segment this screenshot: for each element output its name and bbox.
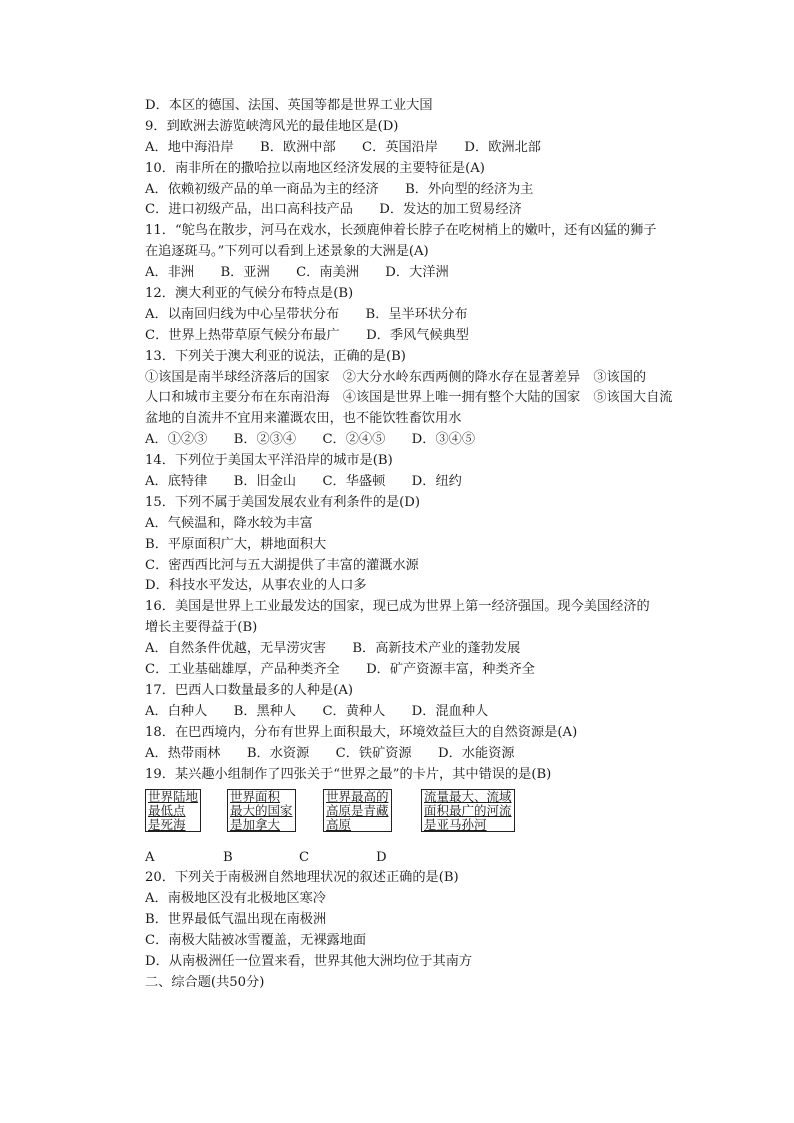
text-line: 15．下列不属于美国发展农业有利条件的是(D) bbox=[145, 494, 421, 510]
text-line: B．世界最低气温出现在南极洲 bbox=[145, 912, 327, 928]
text-line: 盆地的自流井不宜用来灌溉农田，也不能饮牲畜饮用水 bbox=[145, 411, 462, 427]
cards-row bbox=[145, 785, 655, 847]
card-d-line-1: 流量最大、流域 bbox=[424, 789, 512, 805]
text-line: 19．某兴趣小组制作了四张关于“世界之最”的卡片，其中错误的是(B) bbox=[145, 766, 552, 782]
text-line: D．从南极洲任一位置来看，世界其他大洲均位于其南方 bbox=[145, 953, 473, 969]
card-b bbox=[227, 789, 296, 832]
text-line: C．进口初级产品，出口高科技产品 D．发达的加工贸易经济 bbox=[145, 202, 522, 218]
text-line: B．平原面积广大，耕地面积大 bbox=[145, 536, 327, 552]
text-line: 18．在巴西境内，分布有世界上面积最大，环境效益巨大的自然资源是(A) bbox=[145, 724, 578, 740]
text-line: 增长主要得益于(B) bbox=[145, 620, 258, 636]
text-line: A．非洲 B．亚洲 C．南美洲 D．大洋洲 bbox=[145, 265, 449, 281]
card-a-line-1: 世界陆地 bbox=[148, 789, 199, 805]
text-line: 二、综合题(共50分) bbox=[145, 974, 265, 990]
text-line: A．热带雨林 B．水资源 C．铁矿资源 D．水能资源 bbox=[145, 745, 515, 761]
text-line: A．依赖初级产品的单一商品为主的经济 B．外向型的经济为主 bbox=[145, 181, 534, 197]
text-line: 11．“鸵鸟在散步，河马在戏水，长颈鹿伸着长脖子在吃树梢上的嫩叶，还有凶猛的狮子 bbox=[145, 223, 657, 239]
text-line: 在追逐斑马。”下列可以看到上述景象的大洲是(A) bbox=[145, 244, 429, 260]
text-line: D．科技水平发达，从事农业的人口多 bbox=[145, 578, 367, 594]
card-a-label: A bbox=[145, 850, 155, 866]
text-line: C．世界上热带草原气候分布最广 D．季风气候典型 bbox=[145, 327, 469, 343]
text-line: A．白种人 B．黑种人 C．黄种人 D．混血种人 bbox=[145, 703, 489, 719]
card-labels bbox=[145, 847, 655, 868]
text-line: A．自然条件优越，无旱涝灾害 B．高新技术产业的蓬勃发展 bbox=[145, 641, 521, 657]
card-d-line-3: 是亚马孙河 bbox=[424, 816, 487, 832]
text-line: C．南极大陆被冰雪覆盖，无裸露地面 bbox=[145, 933, 367, 949]
text-line: 13．下列关于澳大利亚的说法，正确的是(B) bbox=[145, 348, 406, 364]
text-line: 12．澳大利亚的气候分布特点是(B) bbox=[145, 286, 354, 302]
card-b-line-1: 世界面积 bbox=[230, 789, 281, 805]
text-line: A．气候温和，降水较为丰富 bbox=[145, 515, 313, 531]
text-line: 14．下列位于美国太平洋沿岸的城市是(B) bbox=[145, 453, 393, 469]
text-line: 20．下列关于南极洲自然地理状况的叙述正确的是(B) bbox=[145, 870, 459, 886]
text-line: 9．到欧洲去游览峡湾风光的最佳地区是(D) bbox=[145, 118, 399, 134]
card-c-line-1: 世界最高的 bbox=[326, 789, 389, 805]
text-line: 人口和城市主要分布在东南沿海 ④该国是世界上唯一拥有整个大陆的国家 ⑤该国大自流 bbox=[145, 390, 673, 406]
card-c-label: C bbox=[299, 850, 310, 866]
document-content bbox=[145, 96, 673, 994]
question-block-2 bbox=[145, 868, 655, 993]
card-c-line-3: 高原 bbox=[326, 816, 352, 832]
card-a-line-3: 是死海 bbox=[148, 816, 186, 832]
text-line: A．南极地区没有北极地区寒冷 bbox=[145, 891, 326, 907]
text-line: 17．巴西人口数量最多的人种是(A) bbox=[145, 682, 354, 698]
card-a bbox=[145, 789, 201, 832]
text-line: 16．美国是世界上工业最发达的国家，现已成为世界上第一经济强国。现今美国经济的 bbox=[145, 599, 650, 615]
text-line: A．地中海沿岸 B．欧洲中部 C．英国沿岸 D．欧洲北部 bbox=[145, 139, 541, 155]
card-a-line-2: 最低点 bbox=[148, 802, 186, 818]
text-line: C．密西西比河与五大湖提供了丰富的灌溉水源 bbox=[145, 557, 419, 573]
card-d-label: D bbox=[376, 850, 387, 866]
card-d-line-2: 面积最广的河流 bbox=[424, 802, 512, 818]
card-c-line-2: 高原是青藏 bbox=[326, 802, 389, 818]
card-b-label: B bbox=[223, 850, 233, 866]
text-line: D．本区的德国、法国、英国等都是世界工业大国 bbox=[145, 98, 433, 113]
text-line: A．①②③ B．②③④ C．②④⑤ D．③④⑤ bbox=[145, 432, 476, 448]
text-line: ①该国是南半球经济落后的国家 ②大分水岭东西两侧的降水存在显著差异 ③该国的 bbox=[145, 369, 647, 385]
question-block-1 bbox=[145, 96, 673, 785]
card-c bbox=[323, 789, 392, 832]
card-d bbox=[421, 789, 515, 832]
card-b-line-2: 最大的国家 bbox=[230, 802, 293, 818]
text-line: A．底特律 B．旧金山 C．华盛顿 D．纽约 bbox=[145, 474, 462, 490]
card-b-line-3: 是加拿大 bbox=[230, 816, 281, 832]
text-line: A．以南回归线为中心呈带状分布 B．呈半环状分布 bbox=[145, 306, 468, 322]
text-line: 10．南非所在的撒哈拉以南地区经济发展的主要特征是(A) bbox=[145, 160, 485, 176]
text-line: C．工业基础雄厚，产品种类齐全 D．矿产资源丰富，种类齐全 bbox=[145, 662, 535, 678]
